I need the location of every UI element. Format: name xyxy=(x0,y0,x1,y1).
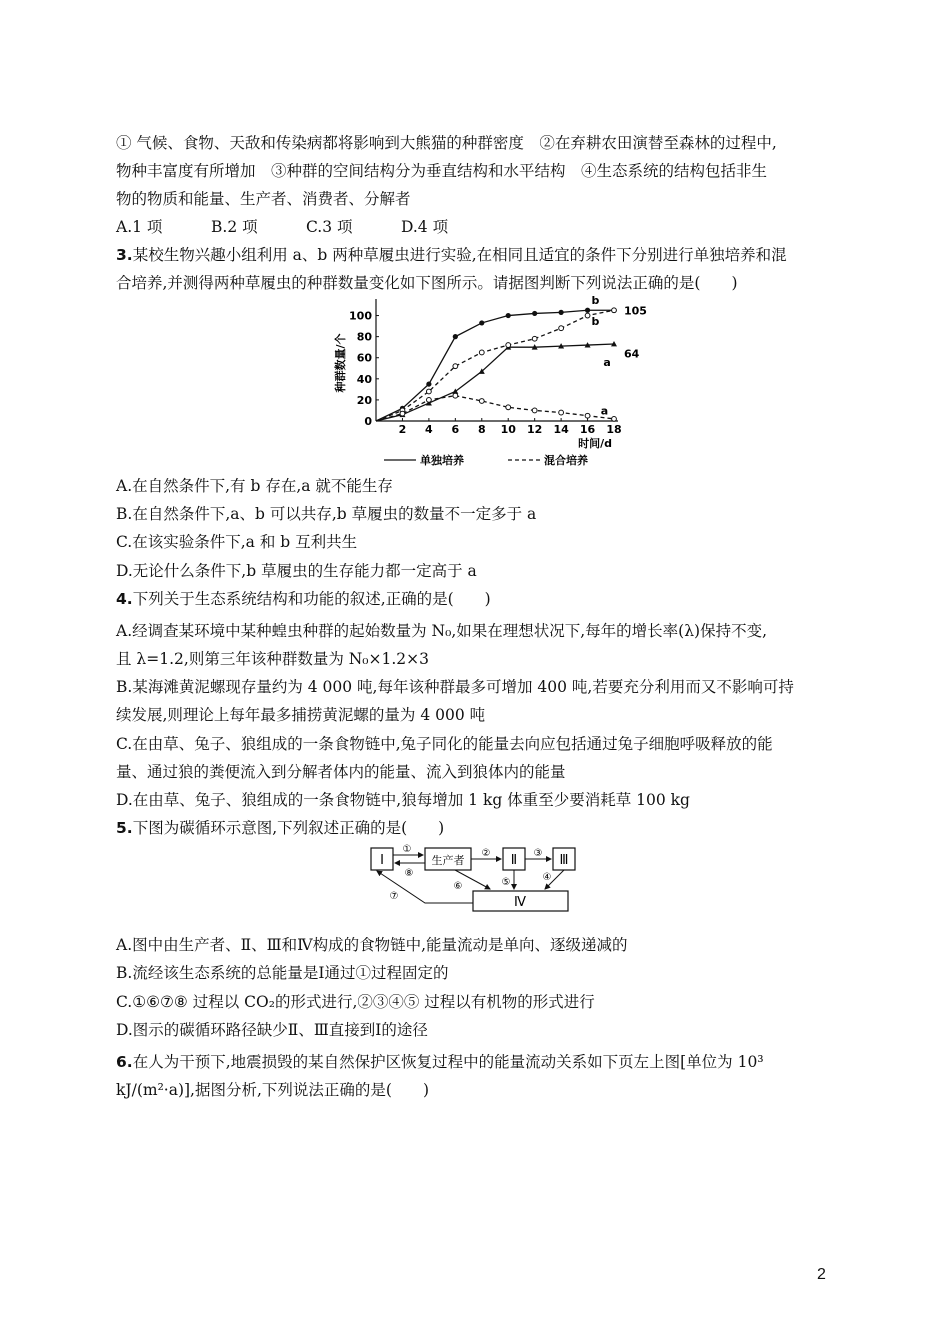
q3-option-b[interactable]: B.在自然条件下,a、b 可以共存,b 草履虫的数量不一定多于 a xyxy=(116,505,537,523)
q3-stem-text1: 某校生物兴趣小组利用 a、b 两种草履虫进行实验,在相同且适宜的条件下分别进行单独培养和混 xyxy=(132,246,787,264)
x-tick-label: 2 xyxy=(398,423,407,436)
q4-option-b-line1[interactable]: B.某海滩黄泥螺现存量约为 4 000 吨,每年该种群最多可增加 400 吨,若要充分利用而又不影响可持 xyxy=(116,678,794,696)
x-tick-label: 16 xyxy=(579,423,596,436)
q4-option-b-line2[interactable]: 续发展,则理论上每年最多捕捞黄泥螺的量为 4 000 吨 xyxy=(116,706,486,724)
q2-statement-line2: 物种丰富度有所增加 ③种群的空间结构分为垂直结构和水平结构 ④生态系统的结构包括非生 xyxy=(116,162,768,180)
data-point-b-single xyxy=(585,308,590,313)
data-point-b-single xyxy=(426,381,431,386)
box-III-label: Ⅲ xyxy=(559,853,569,868)
data-point-b-mixed xyxy=(453,364,458,369)
data-point-b-mixed xyxy=(426,389,431,394)
label-1: ① xyxy=(402,844,412,855)
series-label-b-mixed: b xyxy=(591,315,600,329)
q4-option-a-line2[interactable]: 且 λ=1.2,则第三年该种群数量为 N₀×1.2×3 xyxy=(116,650,430,668)
data-point-b-mixed xyxy=(585,313,590,318)
q2-option-b[interactable]: B.2 项 xyxy=(211,218,258,236)
data-point-b-single xyxy=(506,313,511,318)
x-axis-label: 时间/d xyxy=(578,437,612,450)
carbon-cycle-diagram xyxy=(365,843,590,918)
data-point-a-mixed xyxy=(612,416,617,421)
q5-option-b[interactable]: B.流经该生态系统的总能量是Ⅰ通过①过程固定的 xyxy=(116,964,449,982)
x-tick-label: 12 xyxy=(527,423,543,436)
data-point-a-mixed xyxy=(532,408,537,413)
q6-stem-line1 xyxy=(116,1052,764,1072)
q2-statement-line1: ① 气候、食物、天敌和传染病都将影响到大熊猫的种群密度 ②在弃耕农田演替至森林的过程中, xyxy=(116,134,777,152)
label-2: ② xyxy=(481,848,491,859)
series-line-b-mixed xyxy=(376,310,614,421)
q3-option-c[interactable]: C.在该实验条件下,a 和 b 互利共生 xyxy=(116,533,358,551)
y-tick-label: 80 xyxy=(356,330,372,344)
label-6: ⑥ xyxy=(453,881,463,892)
x-tick-label: 4 xyxy=(425,423,433,436)
y-tick-label: 40 xyxy=(356,372,372,386)
q5-option-a[interactable]: A.图中由生产者、Ⅱ、Ⅲ和Ⅳ构成的食物链中,能量流动是单向、逐级递减的 xyxy=(116,936,628,954)
y-tick-label: 100 xyxy=(349,309,372,323)
q4-option-a-line1[interactable]: A.经调查某环境中某种蝗虫种群的起始数量为 N₀,如果在理想状况下,每年的增长率(λ)保持不变, xyxy=(116,622,768,640)
series-line-b-single xyxy=(376,310,614,421)
y-tick-label: 0 xyxy=(364,415,372,428)
x-tick-label: 6 xyxy=(451,423,460,436)
data-point-b-single xyxy=(453,334,458,339)
q2-statement-line3: 物的物质和能量、生产者、消费者、分解者 xyxy=(116,190,411,208)
y-tick-label: 60 xyxy=(356,351,372,365)
label-5: ⑤ xyxy=(501,877,511,888)
q4-option-d[interactable]: D.在由草、兔子、狼组成的一条食物链中,狼每增加 1 kg 体重至少要消耗草 100 kg xyxy=(116,791,690,809)
q5-option-d[interactable]: D.图示的碳循环路径缺少Ⅱ、Ⅲ直接到Ⅰ的途径 xyxy=(116,1021,428,1039)
q5-stem xyxy=(116,818,444,838)
q3-number: 3. xyxy=(116,246,133,264)
data-point-a-mixed xyxy=(585,413,590,418)
data-point-b-single xyxy=(532,311,537,316)
series-label-b-single: b xyxy=(591,293,600,307)
label-8: ⑧ xyxy=(404,868,414,879)
box-I-label: Ⅰ xyxy=(380,853,384,868)
q3-option-a[interactable]: A.在自然条件下,有 b 存在,a 就不能生存 xyxy=(116,477,393,495)
x-tick-label: 14 xyxy=(553,423,569,436)
q5-stem-text: 下图为碳循环示意图,下列叙述正确的是( ) xyxy=(132,819,445,837)
label-3: ③ xyxy=(533,848,543,859)
series-label-a-mixed: a xyxy=(600,404,609,418)
data-point-b-mixed xyxy=(532,336,537,341)
data-point-a-mixed xyxy=(426,398,431,403)
data-point-b-single xyxy=(559,310,564,315)
q3-stem-line2: 合培养,并测得两种草履虫的种群数量变化如下图所示。请据图判断下列说法正确的是( ) xyxy=(116,274,738,292)
q6-stem-text1: 在人为干预下,地震损毁的某自然保护区恢复过程中的能量流动关系如下页左上图[单位为 10³ xyxy=(132,1053,764,1071)
end-label-105: 105 xyxy=(624,304,647,318)
q6-stem-line2: kJ/(m²·a)],据图分析,下列说法正确的是( ) xyxy=(116,1081,429,1099)
legend-label-single: 单独培养 xyxy=(420,454,464,467)
q4-stem xyxy=(116,589,491,609)
q2-option-a[interactable]: A.1 项 xyxy=(116,218,163,236)
x-tick-label: 10 xyxy=(500,423,516,436)
data-point-a-mixed xyxy=(559,410,564,415)
series-label-a-single: a xyxy=(603,356,611,370)
q3-stem-line1 xyxy=(116,245,787,265)
q5-number: 5. xyxy=(116,819,133,837)
q2-options xyxy=(116,217,448,237)
x-tick-label: 18 xyxy=(606,423,622,436)
page-number: 2 xyxy=(817,1266,826,1283)
q4-option-c-line2[interactable]: 量、通过狼的粪便流入到分解者体内的能量、流入到狼体内的能量 xyxy=(116,763,566,781)
y-tick-label: 20 xyxy=(356,393,372,407)
q5-option-c[interactable]: C.①⑥⑦⑧ 过程以 CO₂的形式进行,②③④⑤ 过程以有机物的形式进行 xyxy=(116,993,595,1011)
data-point-a-mixed xyxy=(453,393,458,398)
data-point-b-mixed xyxy=(506,343,511,348)
q4-number: 4. xyxy=(116,590,133,608)
label-7: ⑦ xyxy=(389,891,399,902)
data-point-a-mixed xyxy=(400,411,405,416)
box-producer-label: 生产者 xyxy=(431,854,465,867)
box-II-label: Ⅱ xyxy=(510,853,518,868)
q3-option-d[interactable]: D.无论什么条件下,b 草履虫的生存能力都一定高于 a xyxy=(116,562,477,580)
legend-label-mixed: 混合培养 xyxy=(544,454,588,467)
label-4: ④ xyxy=(542,872,552,883)
data-point-b-mixed xyxy=(479,350,484,355)
q2-option-c[interactable]: C.3 项 xyxy=(306,218,353,236)
data-point-b-mixed xyxy=(612,308,617,313)
y-axis-label: 种群数量/个 xyxy=(334,333,347,393)
q4-stem-text: 下列关于生态系统结构和功能的叙述,正确的是( ) xyxy=(132,590,491,608)
population-chart xyxy=(330,293,647,476)
data-point-a-mixed xyxy=(506,405,511,410)
q4-option-c-line1[interactable]: C.在由草、兔子、狼组成的一条食物链中,兔子同化的能量去向应包括通过兔子细胞呼吸释放的能 xyxy=(116,735,773,753)
data-point-b-mixed xyxy=(559,326,564,331)
q2-option-d[interactable]: D.4 项 xyxy=(401,218,449,236)
x-tick-label: 8 xyxy=(477,423,486,436)
q6-number: 6. xyxy=(116,1053,133,1071)
end-label-64: 64 xyxy=(624,347,640,361)
data-point-b-single xyxy=(479,320,484,325)
box-IV-label: Ⅳ xyxy=(514,895,526,910)
data-point-a-mixed xyxy=(479,399,484,404)
